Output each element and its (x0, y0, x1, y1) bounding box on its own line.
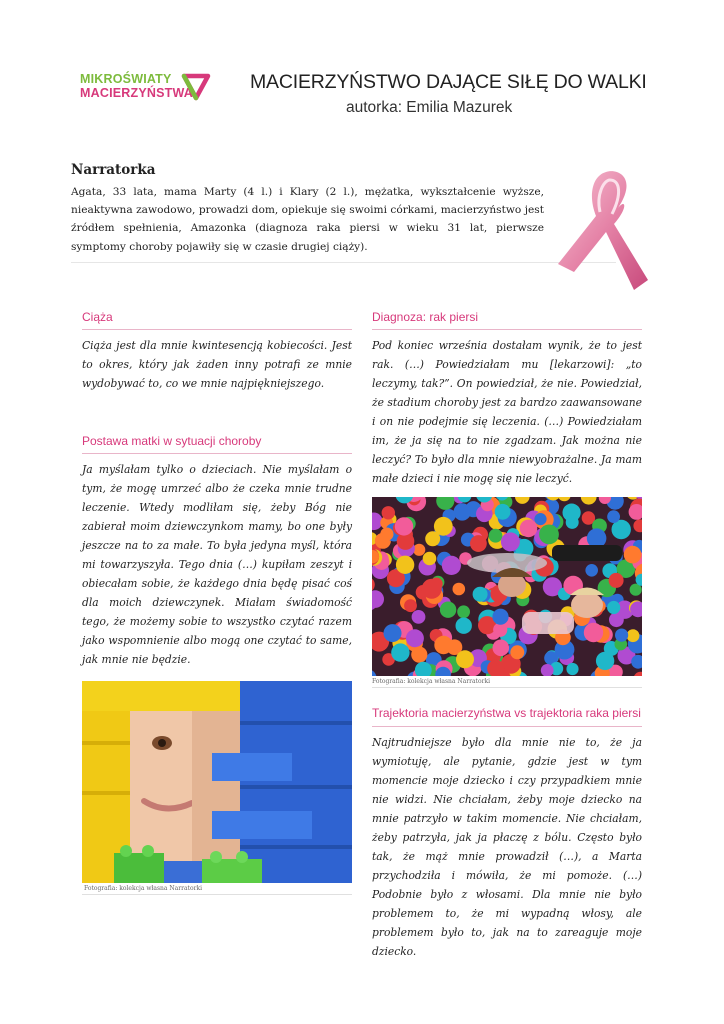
divider (372, 687, 642, 688)
narrator-text: Agata, 33 lata, mama Marty (4 l.) i Klary (2 l.), mężatka, wykształcenie wyższe, nieaktywna zawodowo, prowadzi dom, opiekuje się swoimi córkami, macierzyństwo jest źródłem spełnienia, Amazonka (diagnoza raka piersi w wieku 31 lat, pierwsze symptomy choroby pojawiły się w czasie drugiej ciąży). (71, 186, 544, 253)
divider (82, 894, 352, 895)
pink-ribbon-icon (548, 168, 658, 298)
diagnosis-text: Pod koniec września dostałam wynik, że to jest rak. (…) Powiedziałam mu [lekarzowi]: „to leczymy, tak?”. On powiedział, że nie. Powiedział, że stadium choroby jest za bardzo zaawansowane i on nie podejmie się leczenia. (…) Powiedziałam im, że ja się na to nie zgadzam. Jak można nie leczyć? To było dla mnie niewyobrażalne. Ja mam małe dzieci i nie mogę się nie leczyć. (372, 339, 642, 485)
divider (82, 453, 352, 454)
divider (82, 329, 352, 330)
blocks-caption: Fotografia: kolekcja własna Narratorki (84, 885, 202, 892)
logo-line2: MACIERZYŃSTWA (80, 86, 194, 100)
blocks-photo (82, 681, 352, 883)
narrator-heading: Narratorka (71, 162, 156, 178)
page-title: MACIERZYŃSTWO DAJĄCE SIŁĘ DO WALKI (250, 71, 647, 93)
divider (71, 262, 616, 263)
ballpit-photo (372, 497, 642, 676)
pregnancy-text: Ciąża jest dla mnie kwintesencją kobiecości. Jest to okres, który jak żaden inny potrafi ze mnie wydobywać to, co we mnie najpiękniejszego. (82, 339, 352, 390)
section-heading-pregnancy: Ciąża (82, 310, 113, 324)
author-line: autorka: Emilia Mazurek (346, 99, 513, 116)
section-heading-mother-attitude: Postawa matki w sytuacji choroby (82, 434, 262, 448)
ballpit-caption: Fotografia: kolekcja własna Narratorki (372, 678, 490, 685)
section-heading-diagnosis: Diagnoza: rak piersi (372, 310, 479, 324)
logo-line1: MIKROŚWIATY (80, 72, 172, 86)
mother-attitude-text: Ja myślałam tylko o dzieciach. Nie myślałam o tym, że mogę umrzeć albo że czeka mnie trudne leczenie. Wtedy modliłam się, żeby Bóg nie zabierał moim dziewczynkom mamy, bo one były jeszcze na to za małe. To była jedyna myśl, która mi towarzyszyła. Tego dnia (…) kupiłam zeszyt i obiecałam sobie, że każdego dnia będę pisać coś dla moich dziewczynek. Miałam świadomość tego, że możemy sobie to wszystko czytać razem jako wspomnienie albo mogą one czytać to same, jak mnie nie będzie. (82, 463, 352, 666)
logo-triangle-icon (180, 70, 212, 102)
trajectory-text: Najtrudniejsze było dla mnie nie to, że ja wymiotuję, ale pytanie, gdzie jest w tym momencie moje dziecko i czy przypadkiem mnie nie widzi. Nie chciałam, żeby moje dziecko na mnie patrzyło w takim momencie. Nie chciałam, żeby patrzyła, jak ja płaczę z bólu. Często było tak, że mąż mnie prowadził (…), a Marta przychodziła i mówiła, że mi pomoże. (…) Podobnie było z włosami. Dla mnie nie było problemem to, że mi wypadną włosy, ale problemem było to, jak na to zareaguje moje dziecko. (372, 736, 642, 958)
logo (80, 72, 220, 102)
section-heading-trajectory: Trajektoria macierzyństwa vs trajektoria raka piersi (372, 706, 641, 720)
divider (372, 329, 642, 330)
divider (372, 726, 642, 727)
